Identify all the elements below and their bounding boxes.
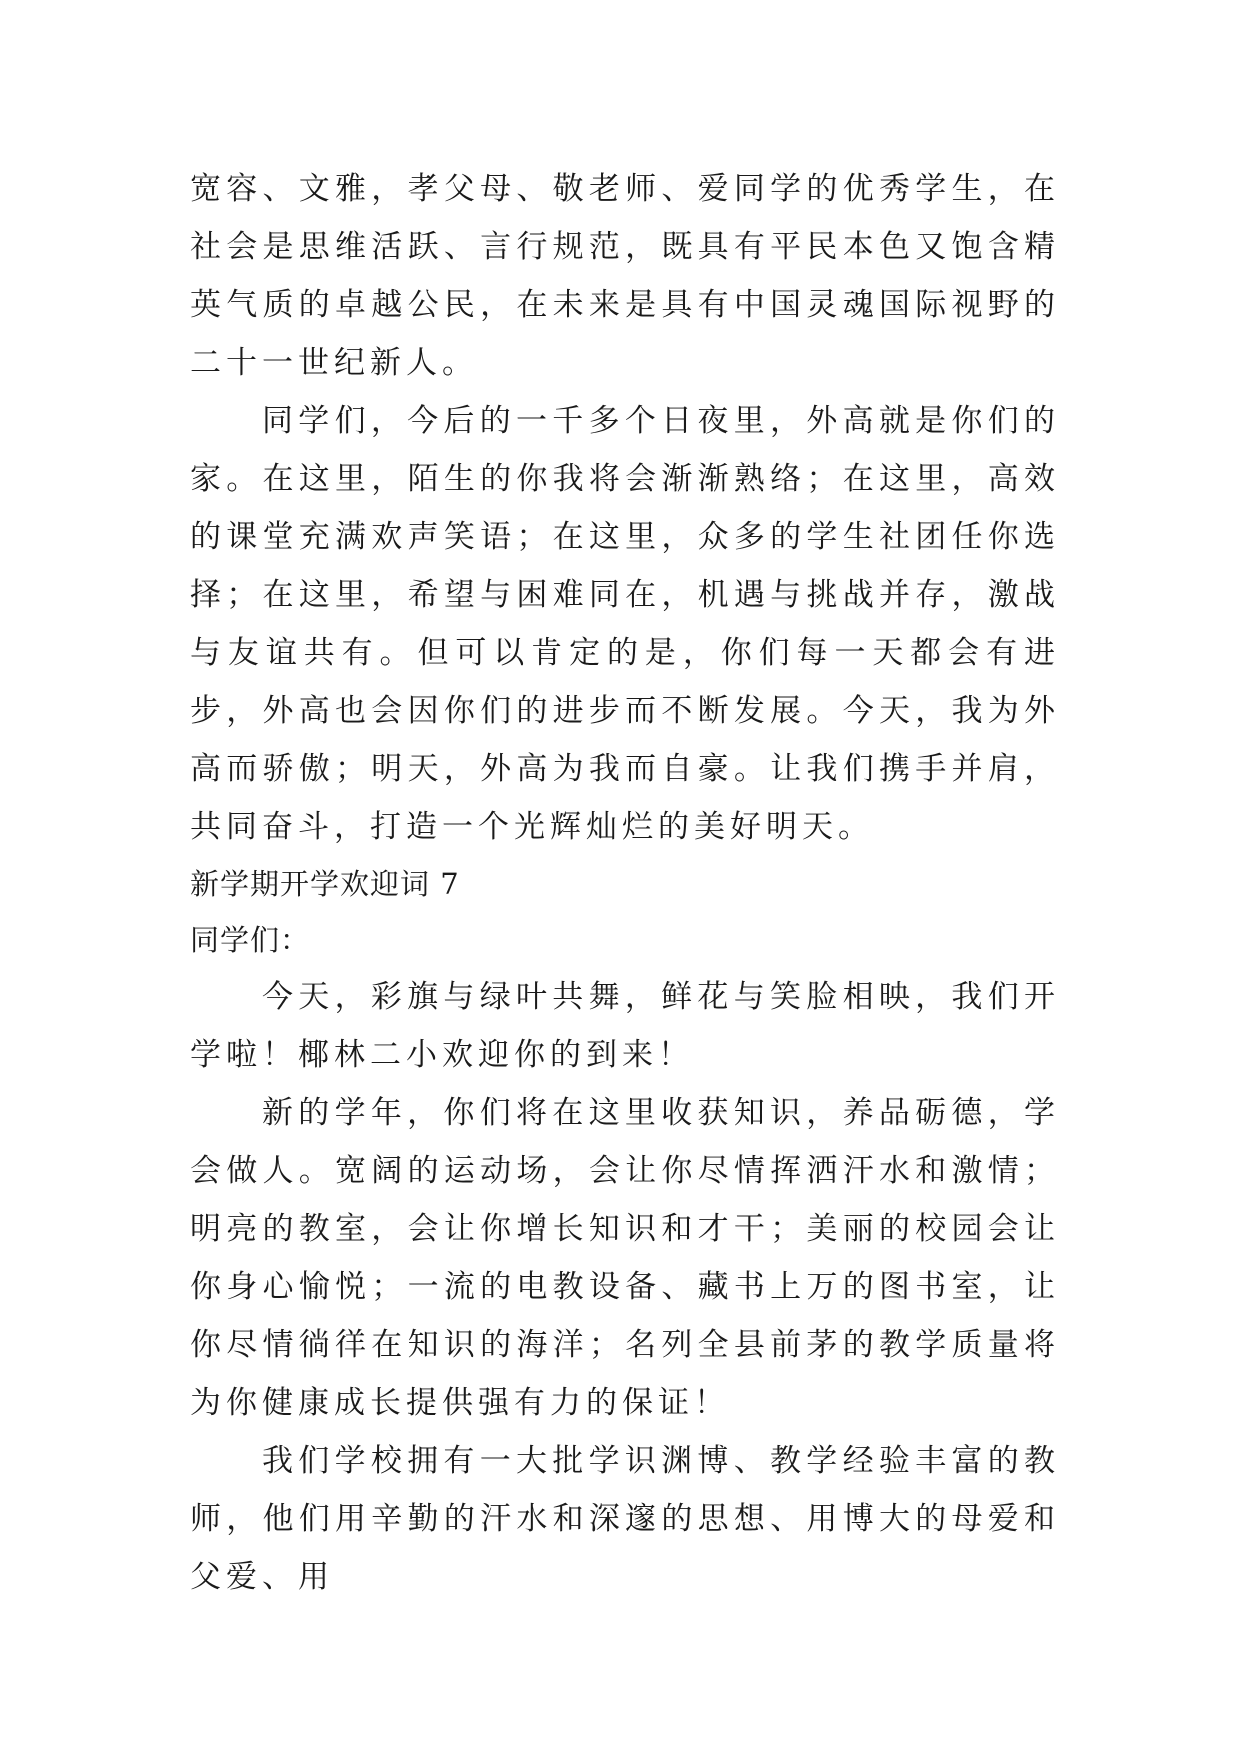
body-paragraph: 同学们，今后的一千多个日夜里，外高就是你们的家。在这里，陌生的你我将会渐渐熟络；在这里，高效的课堂充满欢声笑语；在这里，众多的学生社团任你选择；在这里，希望与困难同在，机遇与挑战并存，激战与友谊共有。但可以肯定的是，你们每一天都会有进步，外高也会因你们的进步而不断发展。今天，我为外高而骄傲；明天，外高为我而自豪。让我们携手并肩，共同奋斗，打造一个光辉灿烂的美好明天。 (190, 403, 1060, 845)
section-title: 新学期开学欢迎词 7 (190, 867, 460, 901)
body-paragraph: 新的学年，你们将在这里收获知识，养品砺德，学会做人。宽阔的运动场，会让你尽情挥洒汗水和激情；明亮的教室，会让你增长知识和才干；美丽的校园会让你身心愉悦；一流的电教设备、藏书上万的图书室，让你尽情徜徉在知识的海洋；名列全县前茅的教学质量将为你健康成长提供强有力的保证！ (190, 1095, 1060, 1421)
body-paragraph: 宽容、文雅，孝父母、敬老师、爱同学的优秀学生，在社会是思维活跃、言行规范，既具有平民本色又饱含精英气质的卓越公民，在未来是具有中国灵魂国际视野的二十一世纪新人。 (190, 171, 1060, 381)
body-paragraph: 我们学校拥有一大批学识渊博、教学经验丰富的教师，他们用辛勤的汗水和深邃的思想、用博大的母爱和父爱、用 (190, 1443, 1060, 1595)
body-paragraph: 今天，彩旗与绿叶共舞，鲜花与笑脸相映，我们开学啦！椰林二小欢迎你的到来！ (190, 979, 1060, 1073)
document-page (190, 160, 1060, 1606)
salutation: 同学们： (190, 923, 311, 957)
